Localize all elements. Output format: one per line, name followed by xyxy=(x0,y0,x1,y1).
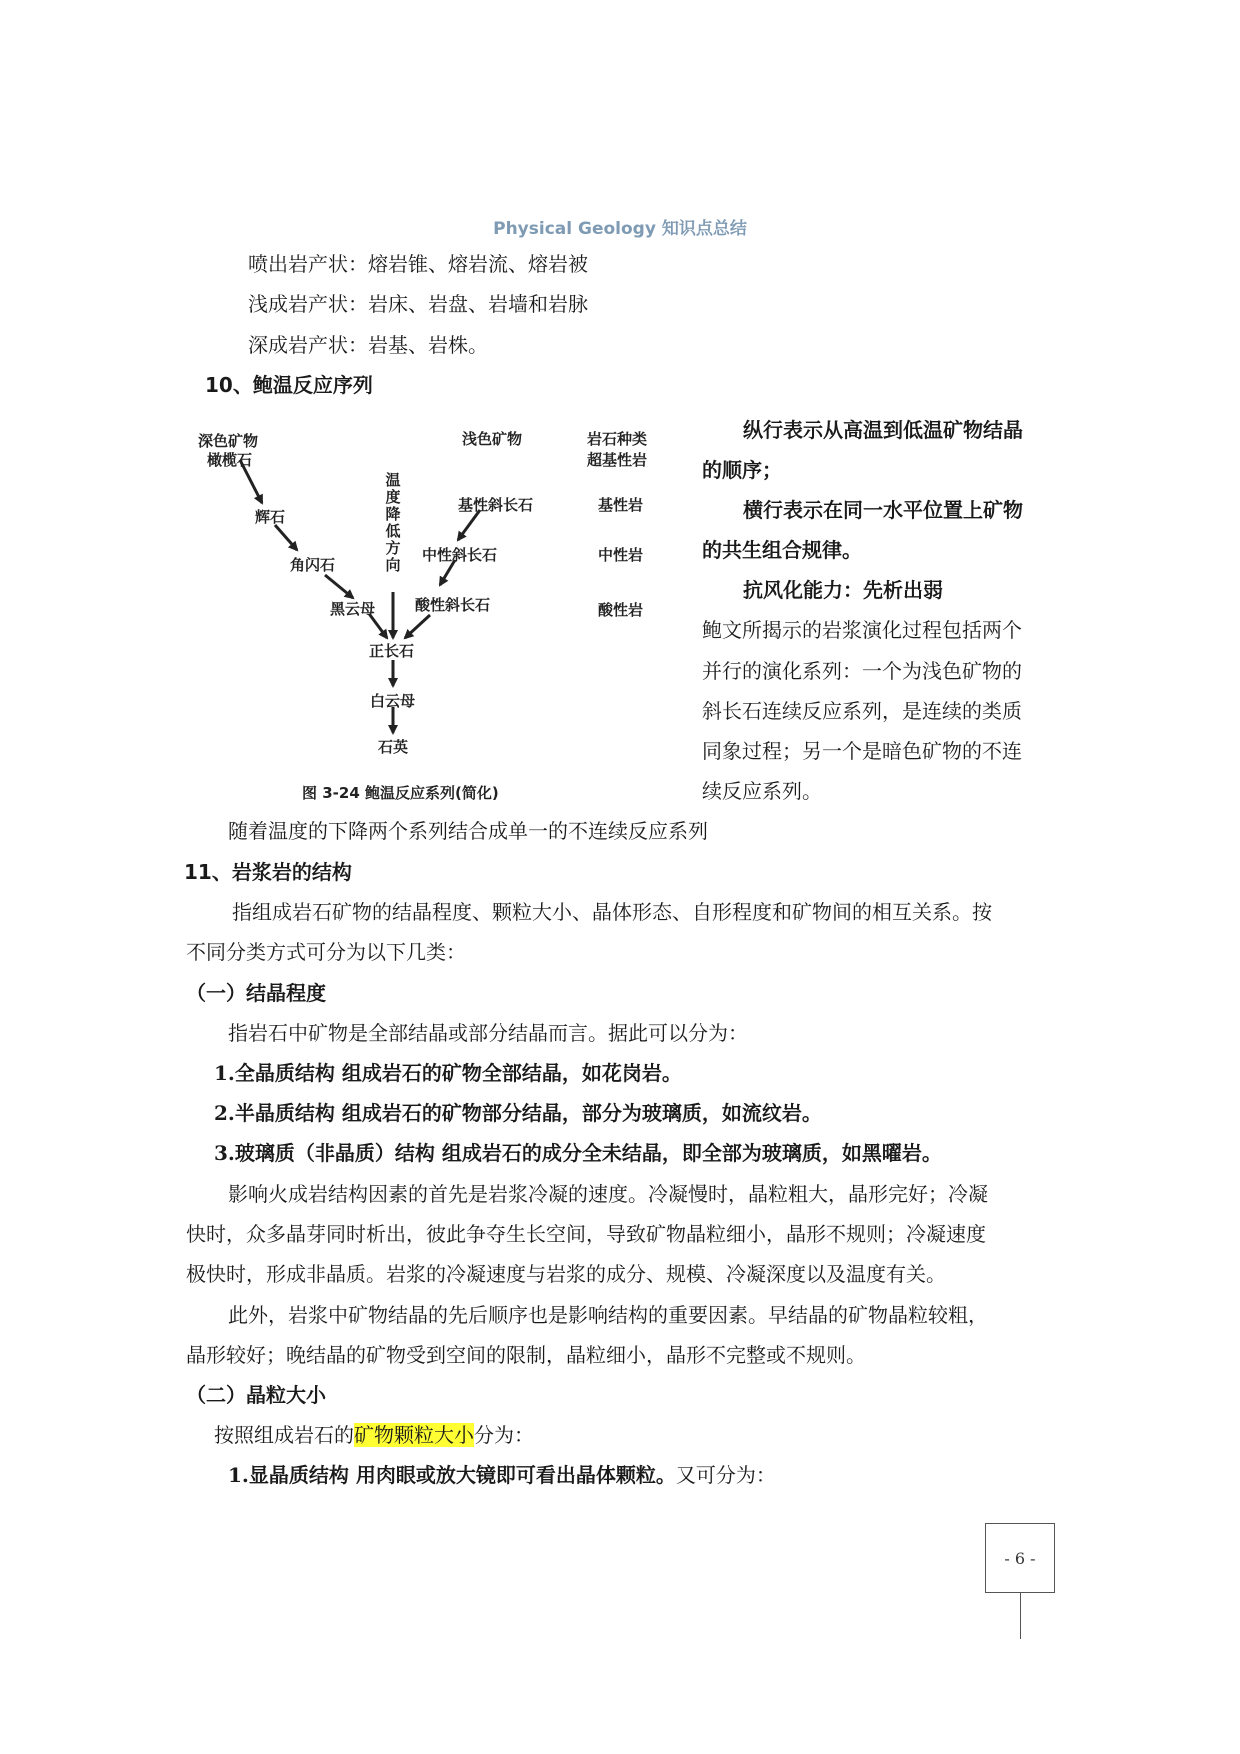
side-normal-4: 同象过程；另一个是暗色矿物的不连 xyxy=(702,739,1022,763)
label-amphibole: 角闪石 xyxy=(290,556,336,574)
side-bold-2: 的顺序； xyxy=(702,458,782,482)
label-muscovite: 白云母 xyxy=(370,692,416,710)
label-pyroxene: 辉石 xyxy=(255,508,286,526)
para-1-line-1: 影响火成岩结构因素的首先是岩浆冷凝的速度。冷凝慢时，晶粒粗大，晶形完好；冷凝 xyxy=(228,1182,988,1206)
label-basic-plagioclase: 基性斜长石 xyxy=(458,496,534,514)
occurrence-extrusive: 喷出岩产状：熔岩锥、熔岩流、熔岩被 xyxy=(248,252,588,276)
label-intermediate-plagioclase: 中性斜长石 xyxy=(422,546,498,564)
page-number: - 6 - xyxy=(1004,1548,1036,1568)
section-11-title: 11、岩浆岩的结构 xyxy=(184,860,352,884)
page-header: Physical Geology 知识点总结 xyxy=(493,219,747,239)
label-olivine: 橄榄石 xyxy=(207,451,253,469)
label-dark-minerals: 深色矿物 xyxy=(198,432,259,450)
item-hypocrystalline: 2.半晶质结构 组成岩石的矿物部分结晶，部分为玻璃质，如流纹岩。 xyxy=(214,1101,822,1125)
section-10-title: 10、鲍温反应序列 xyxy=(205,373,373,397)
label-quartz: 石英 xyxy=(378,738,409,756)
para-2-line-1: 此外，岩浆中矿物结晶的先后顺序也是影响结构的重要因素。早结晶的矿物晶粒较粗， xyxy=(228,1303,988,1327)
arrow-amphibole-biotite xyxy=(325,575,353,598)
item-phanerocrystalline-bold: 1.显晶质结构 用肉眼或放大镜即可看出晶体颗粒。 xyxy=(228,1463,676,1487)
para-1-line-2: 快时，众多晶芽同时析出，彼此争夺生长空间，导致矿物晶粒细小，晶形不规则；冷凝速度 xyxy=(186,1222,986,1246)
side-normal-5: 续反应系列。 xyxy=(702,779,822,803)
section-11-intro-2: 不同分类方式可分为以下几类： xyxy=(186,940,466,964)
para-1-line-3: 极快时，形成非晶质。岩浆的冷凝速度与岩浆的成分、规模、冷凝深度以及温度有关。 xyxy=(186,1262,946,1286)
subsection-2-intro xyxy=(214,1422,534,1448)
subsection-1-intro: 指岩石中矿物是全部结晶或部分结晶而言。据此可以分为： xyxy=(228,1021,748,1045)
label-basic-rock: 基性岩 xyxy=(598,496,644,514)
side-bold-4: 的共生组合规律。 xyxy=(702,538,862,562)
side-bold-3: 横行表示在同一水平位置上矿物 xyxy=(743,498,1023,522)
side-normal-1: 鲍文所揭示的岩浆演化过程包括两个 xyxy=(702,618,1022,642)
label-biotite: 黑云母 xyxy=(330,600,376,618)
section-11-intro-1: 指组成岩石矿物的结晶程度、颗粒大小、晶体形态、自形程度和矿物间的相互关系。按 xyxy=(232,900,992,924)
bowen-arrows xyxy=(0,0,700,800)
page-number-box xyxy=(985,1523,1055,1593)
item-glassy: 3.玻璃质（非晶质）结构 组成岩石的成分全未结晶，即全部为玻璃质，如黑曜岩。 xyxy=(214,1141,942,1165)
subsection-1-title: （一）结晶程度 xyxy=(186,981,326,1005)
side-normal-2: 并行的演化系列：一个为浅色矿物的 xyxy=(702,659,1022,683)
subsection-2-title: （二）晶粒大小 xyxy=(186,1383,326,1407)
occurrence-plutonic: 深成岩产状：岩基、岩株。 xyxy=(248,333,488,357)
arrow-pyroxene-amphibole xyxy=(275,525,297,550)
label-ultrabasic: 超基性岩 xyxy=(587,451,648,469)
subsection-2-intro-pre: 按照组成岩石的 xyxy=(214,1423,354,1447)
occurrence-hypabyssal: 浅成岩产状：岩床、岩盘、岩墙和岩脉 xyxy=(248,292,588,316)
label-temperature-axis: 温度降低方向 xyxy=(385,471,401,574)
side-normal-3: 斜长石连续反应系列，是连续的类质 xyxy=(702,699,1022,723)
after-diagram-text: 随着温度的下降两个系列结合成单一的不连续反应系列 xyxy=(228,819,708,843)
highlighted-text: 矿物颗粒大小 xyxy=(354,1423,474,1447)
subsection-2-intro-post: 分为： xyxy=(474,1423,534,1447)
label-orthoclase: 正长石 xyxy=(369,642,415,660)
label-acid-plagioclase: 酸性斜长石 xyxy=(415,596,491,614)
label-light-minerals: 浅色矿物 xyxy=(462,430,523,448)
page-number-tail-line xyxy=(1020,1593,1021,1639)
item-holocrystalline: 1.全晶质结构 组成岩石的矿物全部结晶，如花岗岩。 xyxy=(214,1061,682,1085)
label-intermediate-rock: 中性岩 xyxy=(598,546,644,564)
item-phanerocrystalline-rest: 又可分为： xyxy=(675,1463,776,1487)
side-bold-5: 抗风化能力：先析出弱 xyxy=(743,578,943,602)
item-phanerocrystalline xyxy=(228,1462,776,1488)
diagram-caption: 图 3-24 鲍温反应系列(简化) xyxy=(302,784,499,802)
para-2-line-2: 晶形较好；晚结晶的矿物受到空间的限制，晶粒细小，晶形不完整或不规则。 xyxy=(186,1343,866,1367)
arrow-acid-orthoclase xyxy=(405,615,430,638)
label-rock-type: 岩石种类 xyxy=(587,430,648,448)
side-bold-1: 纵行表示从高温到低温矿物结晶 xyxy=(743,418,1023,442)
label-acid-rock: 酸性岩 xyxy=(598,601,644,619)
